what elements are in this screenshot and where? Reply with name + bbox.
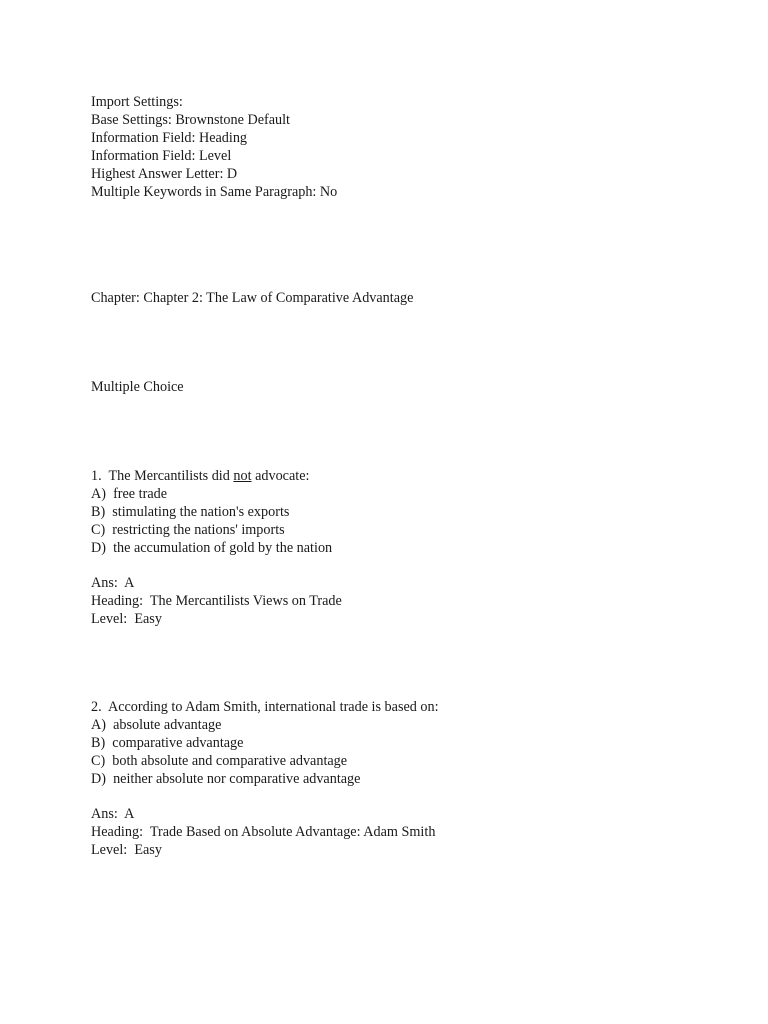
info-field-level-line: Information Field: Level [91, 147, 232, 164]
question-stem-emphasis: not [233, 468, 252, 484]
question-stem-prefix: 1. The Mercantilists did [91, 468, 234, 484]
heading-line: Heading: Trade Based on Absolute Advantage: Adam Smith [91, 824, 436, 841]
import-settings-title: Import Settings: [91, 94, 183, 110]
level-line: Level: Easy [91, 842, 162, 859]
question-stem-suffix: advocate: [251, 468, 310, 484]
option-c: C) both absolute and comparative advantage [91, 752, 348, 769]
answer-line: Ans: A [91, 806, 135, 823]
section-heading [91, 379, 184, 397]
option-a: A) absolute advantage [91, 716, 222, 733]
level-line: Level: Easy [91, 611, 162, 628]
option-b: B) comparative advantage [91, 734, 244, 751]
option-d: D) neither absolute nor comparative advantage [91, 770, 361, 787]
multiple-keywords-line: Multiple Keywords in Same Paragraph: No [91, 183, 338, 200]
import-settings [91, 94, 337, 201]
option-b: B) stimulating the nation's exports [91, 503, 290, 520]
question-2 [91, 699, 439, 860]
question-1 [91, 468, 342, 629]
base-settings-line: Base Settings: Brownstone Default [91, 111, 290, 128]
chapter-heading [91, 290, 413, 308]
option-c: C) restricting the nations' imports [91, 521, 285, 538]
option-a: A) free trade [91, 485, 168, 502]
section-title: Multiple Choice [91, 379, 184, 395]
heading-line: Heading: The Mercantilists Views on Trade [91, 593, 342, 610]
option-d: D) the accumulation of gold by the nation [91, 539, 333, 556]
info-field-heading-line: Information Field: Heading [91, 129, 248, 146]
spacer [91, 789, 439, 807]
spacer [91, 558, 342, 576]
question-stem: 2. According to Adam Smith, international trade is based on: [91, 699, 439, 715]
chapter-title: Chapter: Chapter 2: The Law of Comparative Advantage [91, 290, 414, 306]
answer-line: Ans: A [91, 575, 135, 592]
highest-answer-letter-line: Highest Answer Letter: D [91, 165, 238, 182]
question-stem [91, 468, 342, 486]
